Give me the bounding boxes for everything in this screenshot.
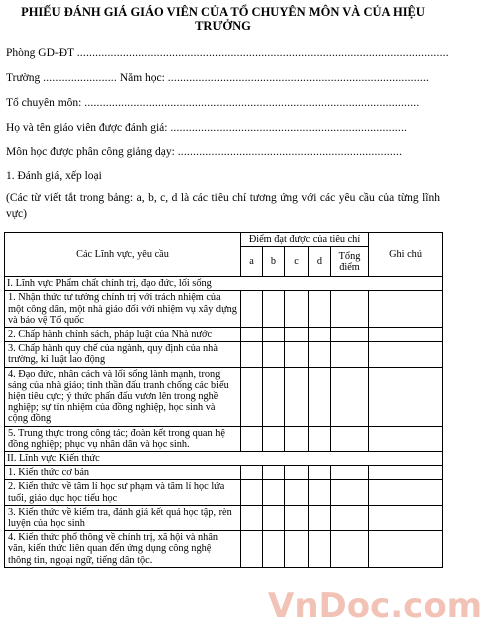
- table-row: [5, 291, 443, 328]
- field-hoten-blank: .............................................................................: [170, 122, 408, 134]
- header-d: d: [309, 247, 331, 277]
- score-cell[interactable]: [241, 328, 263, 342]
- total-cell[interactable]: [331, 466, 369, 480]
- score-cell[interactable]: [263, 342, 285, 367]
- score-cell[interactable]: [285, 291, 309, 328]
- notes-cell[interactable]: [369, 367, 443, 426]
- criterion-text: 2. Chấp hành chính sách, pháp luật của Nhà nước: [5, 328, 241, 342]
- notes-cell[interactable]: [369, 466, 443, 480]
- notes-cell[interactable]: [369, 328, 443, 342]
- score-cell[interactable]: [309, 367, 331, 426]
- score-cell[interactable]: [309, 466, 331, 480]
- field-monhoc-label: Môn học được phân công giảng dạy:: [6, 146, 175, 158]
- header-score-group: Điểm đạt được của tiêu chí: [241, 233, 369, 247]
- vndoc-watermark: VnDoc.com: [268, 586, 482, 626]
- field-namhoc-blank: .....................................................................................: [167, 72, 430, 84]
- field-ho-ten: [6, 121, 407, 135]
- score-cell[interactable]: [309, 328, 331, 342]
- score-cell[interactable]: [241, 426, 263, 451]
- total-cell[interactable]: [331, 480, 369, 505]
- abbreviation-note: (Các từ viết tắt trong bảng: a, b, c, d là các tiêu chí tương ứng với các yêu cầu của từng lĩnh vực): [6, 192, 440, 220]
- header-total: Tổng điểm: [331, 247, 369, 277]
- table-row: [5, 505, 443, 530]
- score-cell[interactable]: [285, 426, 309, 451]
- score-cell[interactable]: [241, 367, 263, 426]
- header-c: c: [285, 247, 309, 277]
- score-cell[interactable]: [309, 342, 331, 367]
- score-cell[interactable]: [241, 291, 263, 328]
- section-row: [5, 452, 443, 466]
- field-phong: [6, 46, 449, 60]
- score-cell[interactable]: [241, 531, 263, 568]
- total-cell[interactable]: [331, 531, 369, 568]
- field-truong-label: Trường: [6, 72, 41, 84]
- field-namhoc-label: Năm học:: [119, 72, 165, 84]
- field-phong-label: Phòng GD-ĐT: [6, 47, 74, 59]
- score-cell[interactable]: [309, 505, 331, 530]
- header-b: b: [263, 247, 285, 277]
- notes-cell[interactable]: [369, 291, 443, 328]
- criterion-text: 3. Kiến thức về kiểm tra, đánh giá kết quả học tập, rèn luyện của học sinh: [5, 505, 241, 530]
- criterion-text: 3. Chấp hành quy chế của ngành, quy định của nhà trường, kỉ luật lao động: [5, 342, 241, 367]
- total-cell[interactable]: [331, 342, 369, 367]
- notes-cell[interactable]: [369, 531, 443, 568]
- score-cell[interactable]: [285, 480, 309, 505]
- score-cell[interactable]: [241, 466, 263, 480]
- score-cell[interactable]: [285, 505, 309, 530]
- field-mon-hoc: [6, 145, 402, 159]
- score-cell[interactable]: [309, 480, 331, 505]
- notes-cell[interactable]: [369, 426, 443, 451]
- score-cell[interactable]: [309, 531, 331, 568]
- score-cell[interactable]: [285, 328, 309, 342]
- table-row: [5, 480, 443, 505]
- table-row: [5, 426, 443, 451]
- score-cell[interactable]: [263, 367, 285, 426]
- table-row: [5, 328, 443, 342]
- header-areas: Các Lĩnh vực, yêu cầu: [5, 233, 241, 277]
- score-cell[interactable]: [241, 342, 263, 367]
- section-heading: 1. Đánh giá, xếp loại: [6, 170, 102, 182]
- field-hoten-label: Họ và tên giáo viên được đánh giá:: [6, 122, 168, 134]
- criterion-text: 4. Kiến thức phổ thông về chính trị, xã hội và nhân văn, kiến thức liên quan đến ứng dụng công nghệ thông tin, ngoại ngữ, tiếng dân tộc.: [5, 531, 241, 568]
- score-cell[interactable]: [263, 505, 285, 530]
- field-truong-blank: ........................: [43, 72, 117, 84]
- evaluation-table: [4, 232, 443, 568]
- document-title: PHIẾU ĐÁNH GIÁ GIÁO VIÊN CỦA TỔ CHUYÊN MÔN VÀ CỦA HIỆU TRƯỞNG: [21, 5, 425, 33]
- score-cell[interactable]: [241, 480, 263, 505]
- section-title: II. Lĩnh vực Kiến thức: [5, 452, 443, 466]
- score-cell[interactable]: [309, 291, 331, 328]
- notes-cell[interactable]: [369, 505, 443, 530]
- score-cell[interactable]: [263, 480, 285, 505]
- table-row: [5, 342, 443, 367]
- notes-cell[interactable]: [369, 342, 443, 367]
- criterion-text: 5. Trung thực trong công tác; đoàn kết trong quan hệ đồng nghiệp; phục vụ nhân dân và học sinh.: [5, 426, 241, 451]
- section-row: [5, 277, 443, 291]
- score-cell[interactable]: [285, 531, 309, 568]
- score-cell[interactable]: [263, 426, 285, 451]
- criterion-text: 1. Nhận thức tư tưởng chính trị với trách nhiệm của một công dân, một nhà giáo đối với nhiệm vụ xây dựng và bảo vệ Tổ quốc: [5, 291, 241, 328]
- field-monhoc-blank: .........................................................................: [177, 146, 403, 158]
- field-truong: [6, 71, 429, 85]
- field-phong-blank: .........................................................................................................................: [76, 47, 449, 59]
- notes-cell[interactable]: [369, 480, 443, 505]
- table-row: [5, 531, 443, 568]
- header-a: a: [241, 247, 263, 277]
- score-cell[interactable]: [263, 466, 285, 480]
- score-cell[interactable]: [263, 328, 285, 342]
- criterion-text: 1. Kiến thức cơ bản: [5, 466, 241, 480]
- field-to-blank: .............................................................................................................: [84, 97, 420, 109]
- header-notes: Ghi chú: [369, 233, 443, 277]
- total-cell[interactable]: [331, 367, 369, 426]
- score-cell[interactable]: [285, 466, 309, 480]
- table-row: [5, 367, 443, 426]
- score-cell[interactable]: [263, 531, 285, 568]
- field-to-label: Tổ chuyên môn:: [6, 97, 82, 109]
- table-header-row: [5, 233, 443, 247]
- score-cell[interactable]: [285, 367, 309, 426]
- total-cell[interactable]: [331, 291, 369, 328]
- total-cell[interactable]: [331, 426, 369, 451]
- score-cell[interactable]: [263, 291, 285, 328]
- field-to-chuyen-mon: [6, 96, 419, 110]
- score-cell[interactable]: [285, 342, 309, 367]
- total-cell[interactable]: [331, 505, 369, 530]
- criterion-text: 4. Đạo đức, nhân cách và lối sống lành mạnh, trong sáng của nhà giáo; tinh thần đấu tranh chống các biểu hiện tiêu cực; ý thức phấn đấu vươn lên trong nghề nghiệp; sự tín nhiệm của đồng nghiệp, học sinh và cộng đồng: [5, 367, 241, 426]
- table-row: [5, 466, 443, 480]
- total-cell[interactable]: [331, 328, 369, 342]
- section-title: I. Lĩnh vực Phẩm chất chính trị, đạo đức, lối sống: [5, 277, 443, 291]
- score-cell[interactable]: [309, 426, 331, 451]
- score-cell[interactable]: [241, 505, 263, 530]
- criterion-text: 2. Kiến thức về tâm lí học sư phạm và tâm lí học lứa tuổi, giáo dục học tiểu học: [5, 480, 241, 505]
